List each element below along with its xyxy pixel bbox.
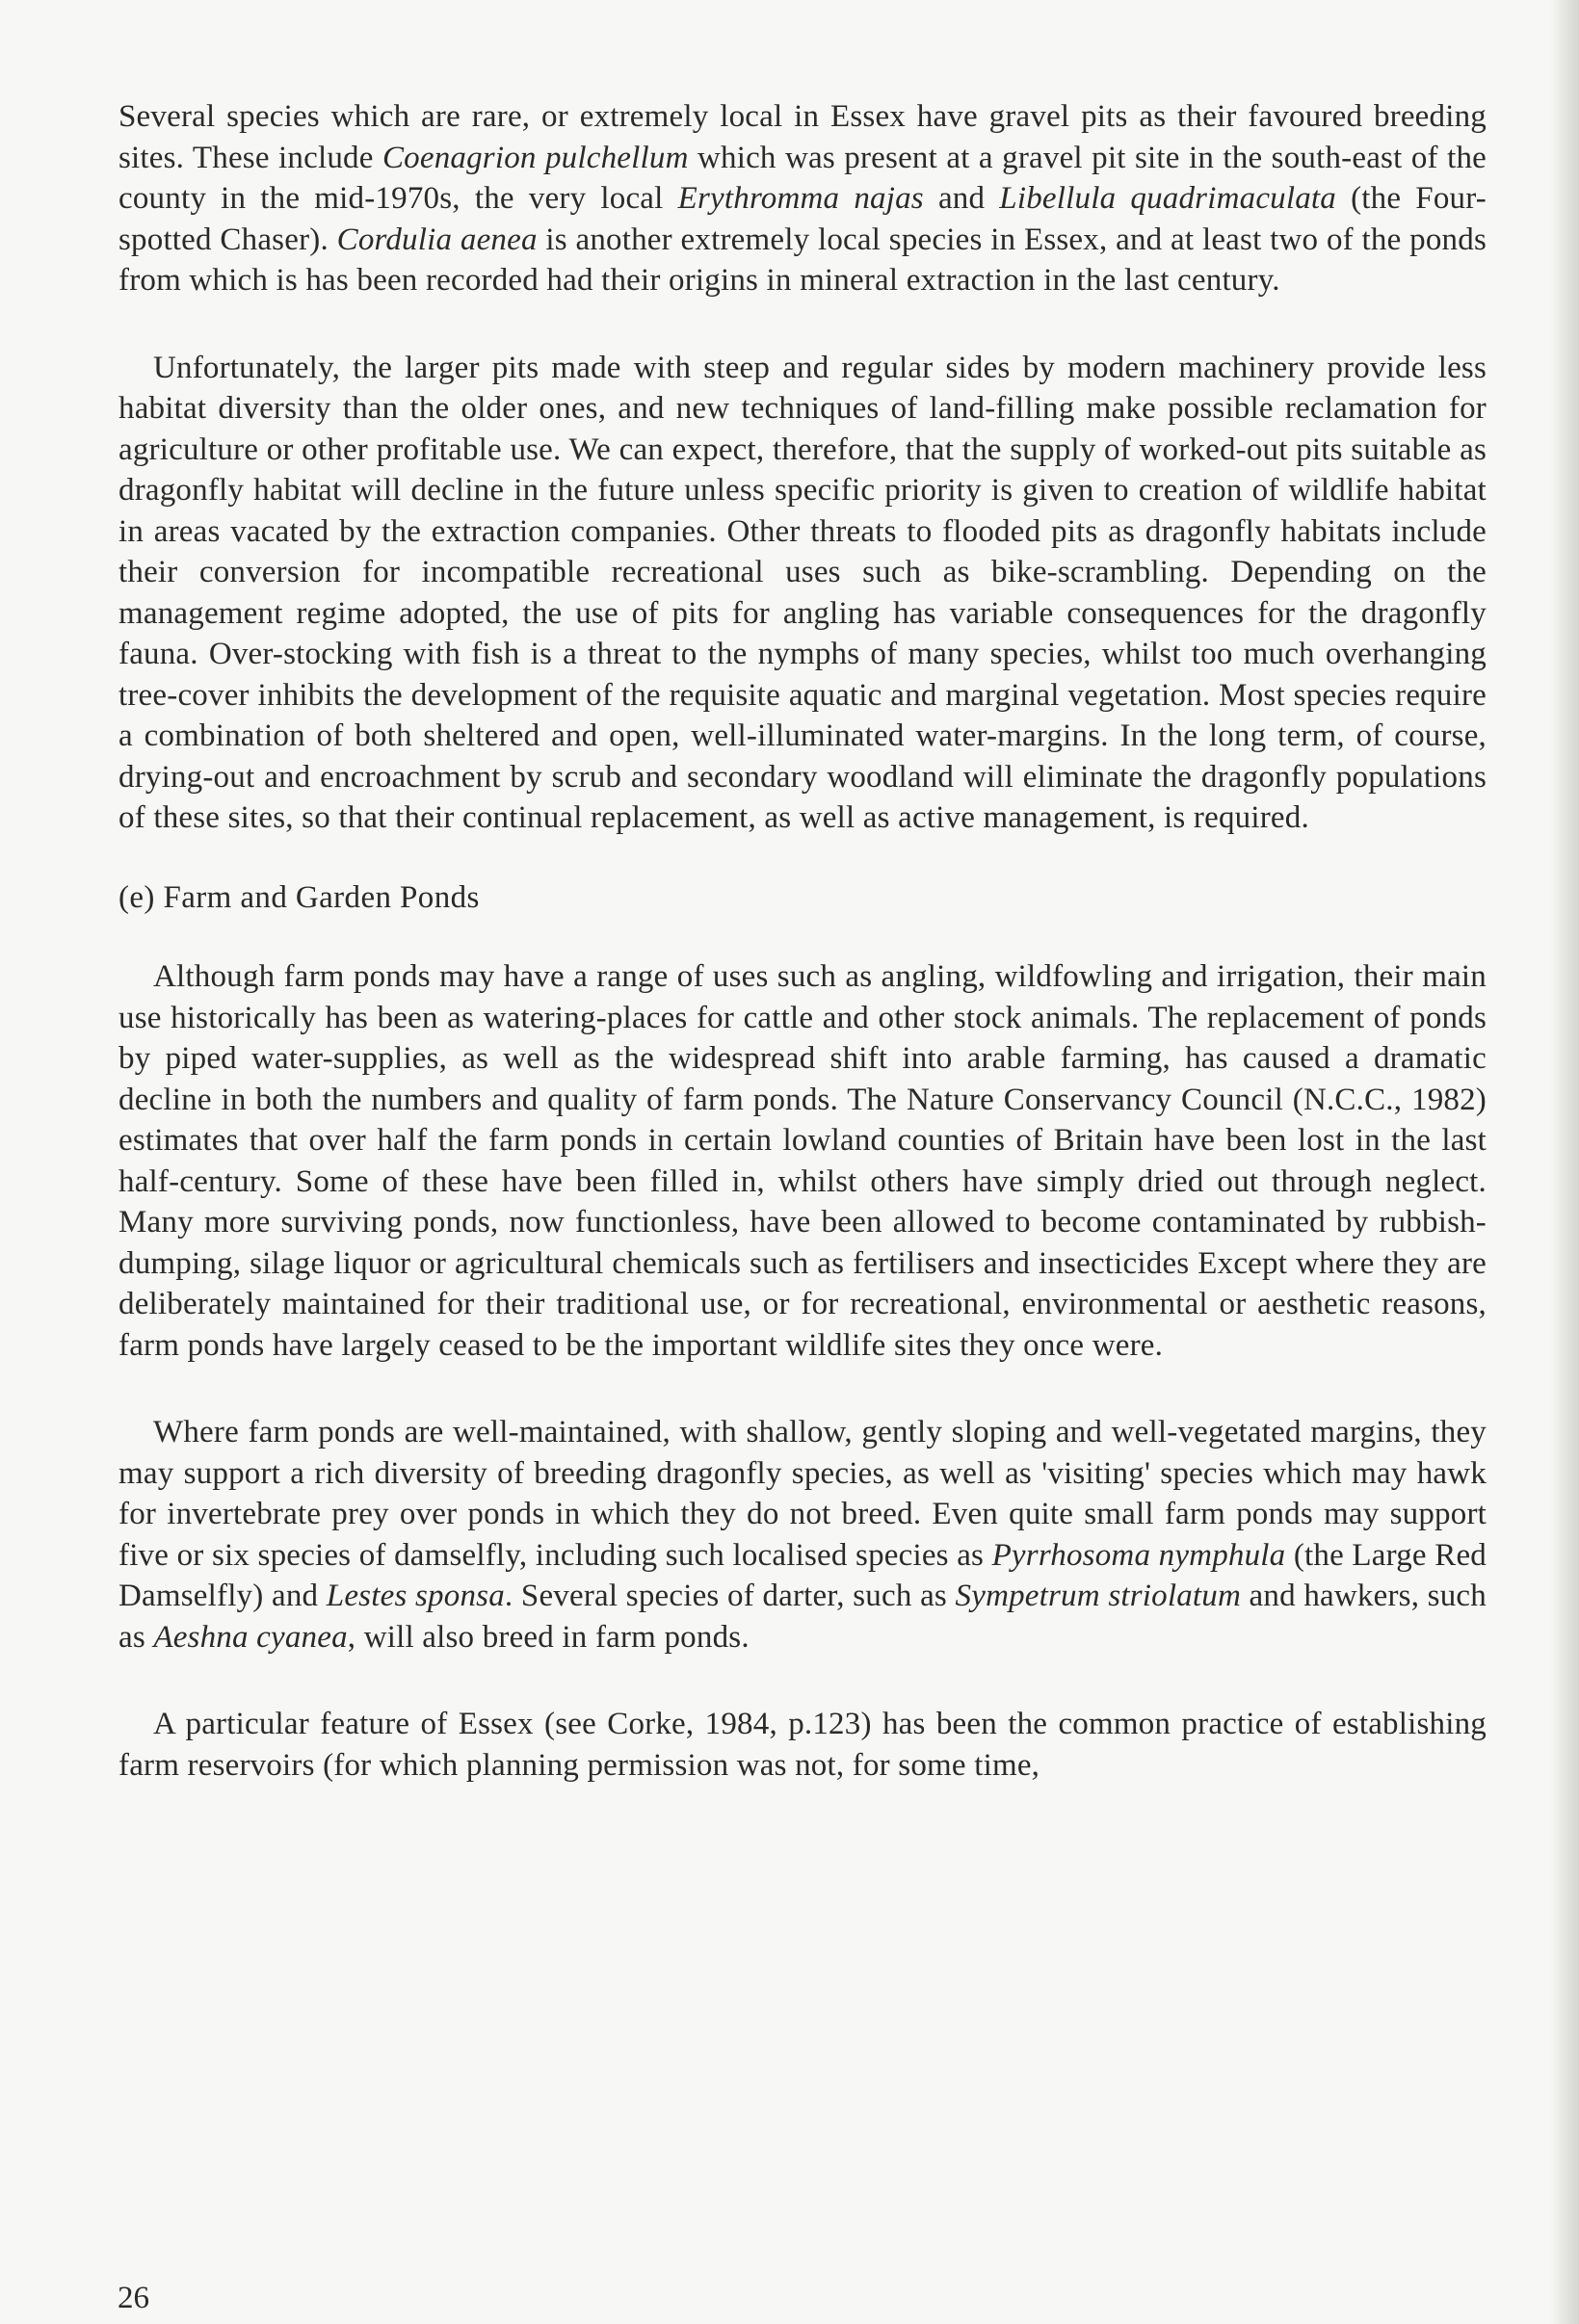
species-name: Aeshna cyanea [153,1619,348,1655]
text-run: (the Large Red Damselfly) and [118,1537,1487,1613]
paragraphs-after-heading [118,956,1487,1786]
page-gutter-shadow [1550,0,1579,2324]
text-run: . Several species of darter, such as [504,1579,956,1613]
text-run: (the Four-spotted Chaser). [118,181,1487,257]
body-paragraph [118,96,1487,301]
body-paragraph [118,1412,1487,1658]
page-body [118,96,1487,1832]
species-name: Lestes sponsa [326,1579,505,1613]
body-paragraph [118,348,1487,839]
body-paragraph [118,956,1487,1366]
text-run: which was present at a gravel pit site in the south-east of the county in the mid-1970s, the very local [118,140,1487,216]
text-run: Where farm ponds are well-maintained, with shallow, gently sloping and well-vegetated margins, they may support a rich diversity of breeding dragonfly species, as well as 'visiting' species which may hawk for invertebrate prey over ponds in which they do not breed. Even quite small farm ponds may support five or six species of damselfly, including such localised species as [118,1415,1487,1573]
species-name: Cordulia aenea [336,222,538,257]
page-number: 26 [118,2281,149,2315]
text-run: and hawkers, such as [118,1579,1487,1655]
species-name: Coenagrion pulchellum [382,140,689,175]
text-run: Unfortunately, the larger pits made with steep and regular sides by modern machinery provide less habitat diversity than the older ones, and new techniques of land-filling make possible reclamation for agriculture or other profitable use. We can expect, therefore, that the supply of worked-out pits suitable as dragonfly habitat will decline in the future unless specific priority is given to creation of wildlife habitat in areas vacated by the extraction companies. Other threats to flooded pits as dragonfly habitats include their conversion for incompatible recreational uses such as bike-scrambling. Depending on the management regime adopted, the use of pits for angling has variable consequences for the dragonfly fauna. Over-stocking with fish is a threat to the nymphs of many species, whilst too much overhanging tree-cover inhibits the development of the requisite aquatic and marginal vegetation. Most species require a combination of both sheltered and open, well-illuminated water-margins. In the long term, of course, drying-out and encroachment by scrub and secondary woodland will eliminate the dragonfly populations of these sites, so that their continual replacement, as well as active management, is required. [118,350,1487,835]
section-heading: (e) Farm and Garden Ponds [118,879,480,915]
species-name: Sympetrum striolatum [955,1579,1242,1613]
species-name: Libellula quadrimaculata [999,181,1336,216]
body-paragraph [118,1704,1487,1786]
text-run: and [923,181,1000,216]
text-run: A particular feature of Essex (see Corke, 1984, p.123) has been the common practice of establishing farm reservoirs (for which planning permission was not, for some time, [118,1707,1487,1783]
paragraphs-before-heading [118,96,1487,839]
text-run: Although farm ponds may have a range of uses such as angling, wildfowling and irrigation, their main use historically has been as watering-places for cattle and other stock animals. The replacement of ponds by piped water-supplies, as well as the widespread shift into arable farming, has caused a dramatic decline in both the numbers and quality of farm ponds. The Nature Conservancy Council (N.C.C., 1982) estimates that over half the farm ponds in certain lowland counties of Britain have been lost in the last half-century. Some of these have been filled in, whilst others have simply dried out through neglect. Many more surviving ponds, now functionless, have been allowed to become contaminated by rubbish-dumping, silage liquor or agricultural chemicals such as fertilisers and insecticides Except where they are deliberately maintained for their traditional use, or for recreational, environmental or aesthetic reasons, farm ponds have largely ceased to be the important wildlife sites they once were. [118,959,1487,1363]
species-name: Pyrrhosoma nymphula [991,1537,1286,1573]
text-run: Several species which are rare, or extremely local in Essex have gravel pits as their favoured breeding sites. These include [118,99,1487,175]
text-run: , will also breed in farm ponds. [347,1619,750,1655]
species-name: Erythromma najas [677,181,924,216]
text-run: is another extremely local species in Essex, and at least two of the ponds from which is has been recorded had their origins in mineral extraction in the last century. [118,222,1487,298]
